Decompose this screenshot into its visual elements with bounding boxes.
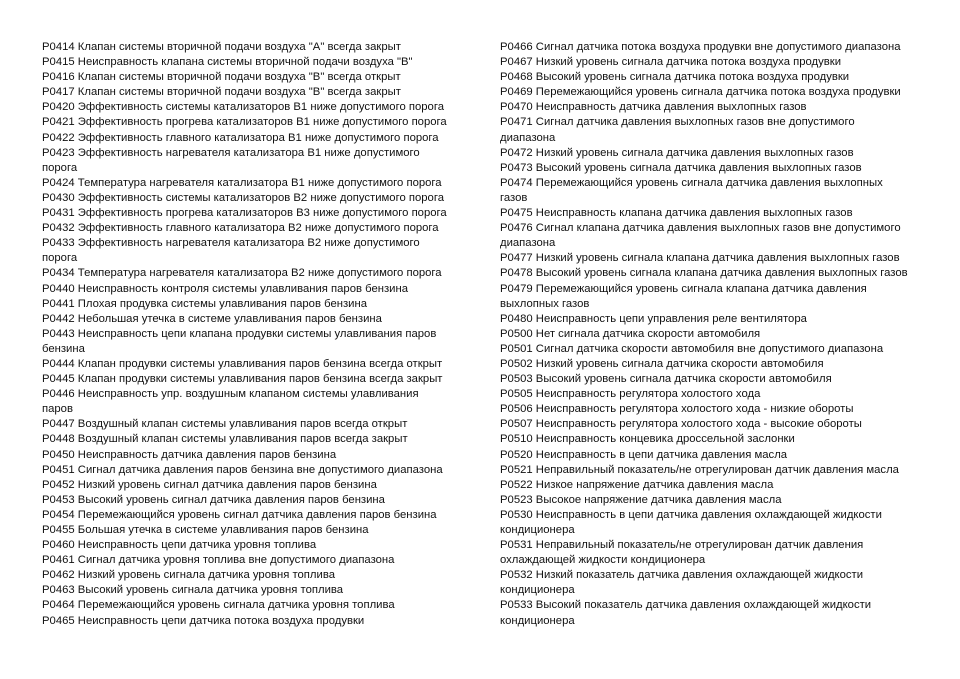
error-code-line: P0470 Неисправность датчика давления выхлопных газов	[500, 101, 807, 114]
error-code-line: P0480 Неисправность цепи управления реле вентилятора	[500, 312, 807, 325]
error-code-line: P0422 Эффективность главного катализатора B1 ниже допустимого порога	[42, 131, 439, 144]
error-code-line: P0448 Воздушный клапан системы улавливания паров всегда закрыт	[42, 433, 408, 446]
error-code-continuation-line: паров	[42, 403, 73, 416]
error-code-line: P0474 Перемежающийся уровень сигнала датчика давления выхлопных	[500, 176, 883, 189]
error-code-line: P0444 Клапан продувки системы улавливания паров бензина всегда открыт	[42, 357, 443, 370]
error-code-line: P0523 Высокое напряжение датчика давления масла	[500, 493, 782, 506]
error-code-line: P0446 Неисправность упр. воздушным клапаном системы улавливания	[42, 388, 419, 401]
error-code-line: P0416 Клапан системы вторичной подачи воздуха "B" всегда открыт	[42, 71, 401, 84]
error-code-continuation-line: порога	[42, 252, 78, 265]
error-code-line: P0445 Клапан продувки системы улавливания паров бензина всегда закрыт	[42, 373, 443, 386]
error-code-line: P0433 Эффективность нагревателя катализатора B2 ниже допустимого	[42, 237, 420, 250]
error-code-line: P0477 Низкий уровень сигнала клапана датчика давления выхлопных газов	[500, 252, 900, 265]
error-code-continuation-line: кондиционера	[500, 614, 575, 627]
error-code-line: P0530 Неисправность в цепи датчика давления охлаждающей жидкости	[500, 508, 882, 521]
error-code-line: P0440 Неисправность контроля системы улавливания паров бензина	[42, 282, 409, 295]
error-code-line: P0507 Неисправность регулятора холостого хода - высокие обороты	[500, 418, 862, 431]
error-code-continuation-line: диапазона	[500, 131, 556, 144]
error-code-line: P0533 Высокий показатель датчика давления охлаждающей жидкости	[500, 599, 872, 612]
error-code-line: P0434 Температура нагревателя катализатора B2 ниже допустимого порога	[42, 267, 442, 280]
right-code-column	[500, 40, 920, 629]
left-code-column	[42, 40, 462, 629]
error-code-line: P0469 Перемежающийся уровень сигнала датчика потока воздуха продувки	[500, 86, 901, 99]
error-code-line: P0415 Неисправность клапана системы вторичной подачи воздуха "B"	[42, 56, 413, 69]
error-code-continuation-line: порога	[42, 161, 78, 174]
error-code-line: P0501 Сигнал датчика скорости автомобиля вне допустимого диапазона	[500, 342, 884, 355]
error-code-line: P0466 Сигнал датчика потока воздуха продувки вне допустимого диапазона	[500, 41, 901, 53]
error-code-line: P0473 Высокий уровень сигнала датчика давления выхлопных газов	[500, 161, 862, 174]
error-code-line: P0522 Низкое напряжение датчика давления масла	[500, 478, 774, 491]
error-code-line: P0453 Высокий уровень сигнал датчика давления паров бензина	[42, 493, 385, 506]
error-code-line: P0443 Неисправность цепи клапана продувки системы улавливания паров	[42, 327, 437, 340]
error-code-line: P0471 Сигнал датчика давления выхлопных газов вне допустимого	[500, 116, 855, 129]
error-code-continuation-line: кондиционера	[500, 584, 575, 597]
error-code-line: P0442 Небольшая утечка в системе улавливания паров бензина	[42, 312, 382, 325]
error-code-line: P0417 Клапан системы вторичной подачи воздуха "B" всегда закрыт	[42, 86, 401, 99]
error-code-line: P0451 Сигнал датчика давления паров бензина вне допустимого диапазона	[42, 463, 443, 476]
error-code-continuation-line: выхлопных газов	[500, 297, 590, 310]
error-code-line: P0455 Большая утечка в системе улавливания паров бензина	[42, 524, 369, 536]
error-code-line: P0414 Клапан системы вторичной подачи воздуха "A" всегда закрыт	[42, 41, 401, 53]
error-code-line: P0531 Неправильный показатель/не отрегулирован датчик давления	[500, 539, 864, 552]
error-code-continuation-line: бензина	[42, 342, 85, 355]
error-code-line: P0475 Неисправность клапана датчика давления выхлопных газов	[500, 207, 853, 220]
error-code-line: P0461 Сигнал датчика уровня топлива вне допустимого диапазона	[42, 554, 395, 567]
error-code-line: P0467 Низкий уровень сигнала датчика потока воздуха продувки	[500, 56, 842, 69]
error-code-line: P0465 Неисправность цепи датчика потока воздуха продувки	[42, 614, 365, 627]
error-code-line: P0441 Плохая продувка системы улавливания паров бензина	[42, 297, 367, 310]
error-code-line: P0463 Высокий уровень сигнала датчика уровня топлива	[42, 584, 344, 597]
error-code-line: P0447 Воздушный клапан системы улавливания паров всегда открыт	[42, 418, 408, 431]
error-code-line: P0521 Неправильный показатель/не отрегулирован датчик давления масла	[500, 463, 899, 476]
error-code-continuation-line: охлаждающей жидкости кондиционера	[500, 554, 706, 567]
error-code-line: P0506 Неисправность регулятора холостого хода - низкие обороты	[500, 403, 854, 416]
error-code-line: P0454 Перемежающийся уровень сигнал датчика давления паров бензина	[42, 508, 437, 521]
error-code-line: P0472 Низкий уровень сигнала датчика давления выхлопных газов	[500, 146, 854, 159]
error-code-line: P0503 Высокий уровень сигнала датчика скорости автомобиля	[500, 373, 832, 386]
error-code-line: P0423 Эффективность нагревателя катализатора B1 ниже допустимого	[42, 146, 420, 159]
error-code-line: P0520 Неисправность в цепи датчика давления масла	[500, 448, 788, 461]
error-code-line: P0430 Эффективность системы катализаторов B2 ниже допустимого порога	[42, 191, 444, 204]
error-code-line: P0479 Перемежающийся уровень сигнала клапана датчика давления	[500, 282, 867, 295]
error-code-line: P0424 Температура нагревателя катализатора B1 ниже допустимого порога	[42, 176, 442, 189]
error-code-continuation-line: кондиционера	[500, 524, 575, 536]
error-code-line: P0421 Эффективность прогрева катализаторов B1 ниже допустимого порога	[42, 116, 447, 129]
error-code-line: P0532 Низкий показатель датчика давления охлаждающей жидкости	[500, 569, 864, 582]
error-code-line: P0431 Эффективность прогрева катализаторов B3 ниже допустимого порога	[42, 207, 447, 220]
error-code-line: P0502 Низкий уровень сигнала датчика скорости автомобиля	[500, 357, 824, 370]
error-code-line: P0476 Сигнал клапана датчика давления выхлопных газов вне допустимого	[500, 222, 901, 235]
error-code-line: P0462 Низкий уровень сигнала датчика уровня топлива	[42, 569, 335, 582]
error-code-line: P0450 Неисправность датчика давления паров бензина	[42, 448, 337, 461]
error-code-line: P0478 Высокий уровень сигнала клапана датчика давления выхлопных газов	[500, 267, 908, 280]
error-code-line: P0460 Неисправность цепи датчика уровня топлива	[42, 539, 317, 552]
error-code-line: P0468 Высокий уровень сигнала датчика потока воздуха продувки	[500, 71, 850, 84]
error-code-line: P0432 Эффективность главного катализатора B2 ниже допустимого порога	[42, 222, 439, 235]
error-code-line: P0505 Неисправность регулятора холостого хода	[500, 388, 761, 401]
error-code-continuation-line: газов	[500, 191, 528, 204]
error-code-continuation-line: диапазона	[500, 237, 556, 250]
error-code-line: P0510 Неисправность концевика дроссельной заслонки	[500, 433, 795, 446]
error-code-line: P0452 Низкий уровень сигнал датчика давления паров бензина	[42, 478, 377, 491]
error-code-line: P0500 Нет сигнала датчика скорости автомобиля	[500, 327, 761, 340]
error-code-line: P0464 Перемежающийся уровень сигнала датчика уровня топлива	[42, 599, 395, 612]
error-code-line: P0420 Эффективность системы катализаторов B1 ниже допустимого порога	[42, 101, 444, 114]
